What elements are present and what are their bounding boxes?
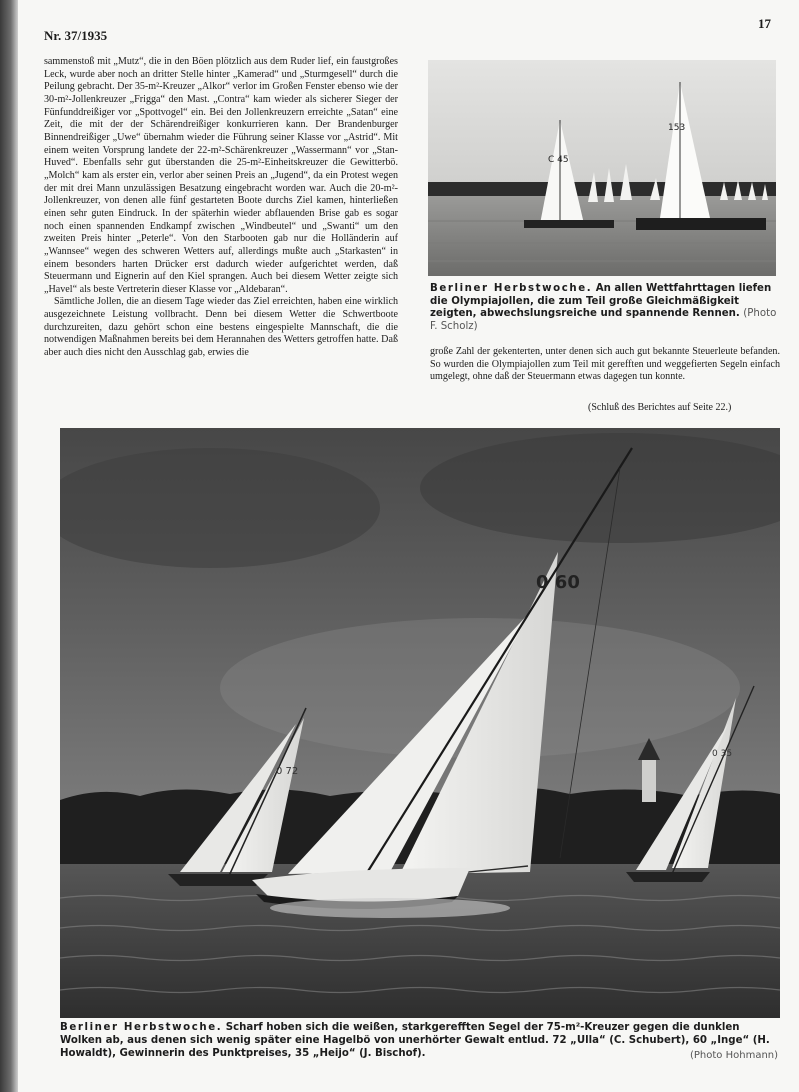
article-paragraph-1: sammenstoß mit „Mutz“, die in den Böen plötzlich aus dem Ruder lief, ein faustgroßes Leck, wurde aber noch an dritter Stelle hinter „Kamerad“ und „Sturmgesell“ durch die Peilung gebracht. Der 35-m²-Kreuzer „Alkor“ verlor im Großen Fenster ebenso wie der 30-m²-Jollenkreuzer „Frigga“ den Mast. „Contra“ kam wieder als sicherer Sieger der Fünfunddreißiger vor „Spottvogel“ ein. Bei den Jollenkreuzern erreichte „Satan“ eine Zeit, die mit der der Schärendreißiger konkurrieren kann. Der Brandenburger Binnendreißiger „Uwe“ übernahm wieder die Führung seiner Klasse vor „Astrid“. Mit einem weiten Vorsprung landete der 22-m²-Schärenkreuzer „Wassermann“ vor „Stan-Huved“. Ebenfalls sehr gut überstanden die 25-m²-Einheitskreuzer die Gewitterbö. „Molch“ kam als erster ein, verlor aber seinen Preis an „Jugend“, da ein Protest wegen der mit drei Mann unzulässigen Besatzung eingebracht worden war. Auch die 20-m²-Jollenkreuzer, von denen alle fünf gestarteten Boote durchs Ziel kamen, hinterließen einen sehr guten Eindruck. In der späterhin wieder abflauenden Brise gab es sogar noch einen spannenden Endkampf zwischen „Windbeutel“ und „Swanti“ um den zweiten Preis hinter „Peterle“. Von den Starbooten gab nur die Holländerin auf „Wannsee“ wegen des schweren Wetters auf, allerdings mußte auch „Starkasten“ in einem besonders harten Drücker erst dadurch wieder aufgerichtet werden, daß Steuermann und Eignerin auf den Kiel sprangen. Auch bei diesem Wetter zeigte sich „Havel“ als beste Vertreterin dieser Klasse vor „Aldebaran“. (44, 56, 398, 295)
caption-main-text: Scharf hoben sich die weißen, starkgerefften Segel der 75-m²-Kreuzer gegen die dunklen Wolken ab, aus denen sich wenig später eine Hagelbö von unerhörter Gewalt entlud. 72 „Ulla“ (C. Schubert), 60 „Inge“ (H. Howaldt), Gewinnerin des Punktpreises, 35 „Heijo“ (J. Bischof). (60, 1022, 770, 1059)
photo-main-credit: (Photo Hohmann) (690, 1050, 779, 1061)
sail-number-072: 0 72 (276, 766, 299, 777)
caption-event-label: Berliner Herbstwoche. (430, 283, 593, 294)
sail-number-060: 0 60 (536, 572, 580, 593)
photo-75qm-kreuzer-image (60, 428, 780, 1018)
page-number: 17 (758, 16, 771, 31)
article-paragraph-2: Sämtliche Jollen, die an diesem Tage wieder das Ziel erreichten, haben eine wirklich ausgezeichnete Leistung vollbracht. Denn bei diesem Wetter die Schwertboote durchzureiten, dazu gehört schon eine bestens eingespielte Mannschaft, die die notwendigen Maßnahmen bereits bei dem Herannahen des Wetters getroffen hatte. Daß aber auch dies nicht den Ausschlag gab, erwies die (44, 296, 398, 359)
photo-credit: (Photo F. Scholz) (430, 308, 777, 333)
photo-olympiajollen-image (428, 60, 776, 276)
photo-75qm-kreuzer (60, 428, 780, 1018)
page-binding-edge (0, 0, 18, 1092)
sail-number-035: 0 35 (712, 749, 733, 759)
photo-caption-top (430, 283, 780, 334)
continued-note: (Schluß des Berichtes auf Seite 22.) (588, 402, 732, 413)
sail-number-c45: C 45 (548, 155, 569, 165)
caption-main-event-label: Berliner Herbstwoche. (60, 1022, 223, 1033)
article-continuation: große Zahl der gekenterten, unter denen sich auch gut bekannte Steuerleute befanden. So wurden die Olympiajollen zum Teil mit gerefften und weggefierten Segeln einfach umgelegt, ohne daß der Steuermann etwas dagegen tun konnte. (430, 346, 780, 383)
photo-olympiajollen (428, 60, 776, 276)
issue-number: Nr. 37/1935 (44, 28, 108, 43)
article-text-column (44, 56, 398, 360)
photo-caption-main (60, 1022, 784, 1060)
caption-text: An allen Wettfahrttagen liefen die Olympiajollen, die zum Teil große Gleichmäßigkeit zeigten, abwechslungsreiche und spannende Rennen. (430, 283, 772, 320)
sail-number-153: 153 (668, 123, 686, 133)
